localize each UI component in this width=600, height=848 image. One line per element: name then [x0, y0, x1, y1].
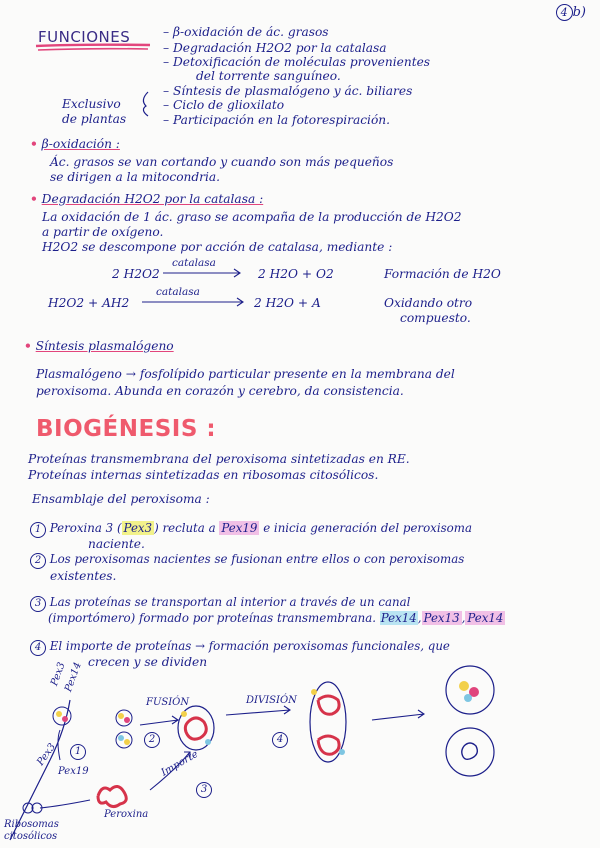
funcion-item-1: – β-oxidación de ác. grasos	[163, 25, 329, 39]
pex19-highlight: Pex19	[221, 521, 258, 535]
step-3-text-b: (importómero) formado por proteínas transmembrana.	[48, 611, 376, 625]
biogenesis-intro-1: Proteínas transmembrana del peroxisoma sintetizadas en RE.	[28, 452, 410, 466]
step-4-text-a: El importe de proteínas → formación peroxisomas funcionales, que	[49, 639, 450, 653]
plasmalogeno-line-2: peroxisoma. Abunda en corazón y cerebro, da consistencia.	[36, 384, 404, 398]
fusion-arrow	[140, 716, 178, 725]
budding-vesicle	[53, 707, 71, 725]
step-3-number: 3	[30, 596, 46, 612]
step-2-line-2: existentes.	[50, 569, 117, 583]
step-2-number: 2	[30, 553, 46, 569]
daughter-peroxisome-1	[446, 666, 494, 714]
funcion-item-2: – Degradación H2O2 por la catalasa	[163, 41, 387, 55]
eq2-enzyme: catalasa	[156, 286, 200, 298]
eq2-note-2: compuesto.	[400, 311, 471, 325]
label-pex14: Pex14	[63, 660, 84, 694]
biogenesis-heading: BIOGÉNESIS :	[36, 416, 217, 442]
funcion-item-6: – Participación en la fotorespiración.	[163, 113, 391, 127]
step-4-number: 4	[30, 640, 46, 656]
diagram-num-1: 1	[70, 744, 86, 760]
ensamblaje-title: Ensamblaje del peroxisoma :	[32, 492, 210, 506]
dividing-peroxisome	[310, 682, 346, 762]
diagram-num-4: 4	[272, 732, 288, 748]
pex13-highlight: Pex13	[423, 611, 460, 625]
funcion-item-3: – Detoxificación de moléculas provenientes	[163, 55, 431, 69]
step-1-text-c: e inicia generación del peroxisoma	[263, 521, 472, 535]
step-1-text-a: Peroxina 3 (	[49, 521, 122, 535]
beta-ox-line-1: Ác. grasos se van cortando y cuando son más pequeños	[50, 155, 394, 169]
label-ribosomas-1: Ribosomas	[4, 819, 59, 830]
brace-label-plantas: de plantas	[62, 112, 127, 126]
beta-ox-line-2: se dirigen a la mitocondria.	[50, 170, 221, 184]
catalasa-title-text: Degradación H2O2 por la catalasa :	[41, 192, 264, 206]
page-number-suffix: b)	[572, 5, 586, 20]
bullet-icon: •	[30, 192, 38, 206]
division-arrow	[226, 706, 290, 715]
diagram-num-3: 3	[196, 782, 212, 798]
step-1-line-2: naciente.	[88, 537, 145, 551]
pex14-highlight: Pex14	[380, 611, 417, 625]
nascent-peroxisome-2	[116, 732, 132, 748]
funciones-heading: FUNCIONES	[38, 28, 131, 46]
eq2-right: 2 H2O + A	[254, 296, 321, 310]
ribosome-arrow	[40, 800, 90, 808]
step-2-text-a: Los peroxisomas nacientes se fusionan entre ellos o con peroxisomas	[49, 552, 465, 566]
bullet-icon: •	[30, 137, 38, 151]
eq1-right: 2 H2O + O2	[258, 267, 334, 281]
step-1-text-b: ) recluta a	[154, 521, 216, 535]
label-pex3: Pex3	[35, 741, 59, 768]
plasmalogeno-title-text: Síntesis plasmalógeno	[35, 339, 174, 353]
peroxina-protein	[98, 786, 126, 806]
catalasa-line-1: La oxidación de 1 ác. graso se acompaña de la producción de H2O2	[42, 210, 462, 224]
label-pex3-top: Pex3	[49, 660, 68, 688]
funcion-item-5: – Ciclo de glioxilato	[163, 98, 285, 112]
step-4-line-2: crecen y se dividen	[88, 655, 208, 669]
step-3-text-a: Las proteínas se transportan al interior a través de un canal	[49, 595, 411, 609]
label-pex19: Pex19	[58, 766, 89, 777]
funcion-item-4: – Síntesis de plasmalógeno y ác. biliares	[163, 84, 413, 98]
eq2-note-1: Oxidando otro	[384, 296, 473, 310]
result-arrow	[372, 710, 424, 720]
pex3-highlight: Pex3	[123, 521, 153, 535]
biogenesis-intro-2: Proteínas internas sintetizadas en ribosomas citosólicos.	[28, 468, 379, 482]
catalasa-line-3: H2O2 se descompone por acción de catalasa, mediante :	[42, 240, 393, 254]
label-division: DIVISIÓN	[246, 695, 297, 706]
label-ribosomas-2: citosólicos	[4, 831, 58, 842]
label-peroxina: Peroxina	[104, 809, 149, 820]
catalasa-line-2: a partir de oxígeno.	[42, 225, 164, 239]
bullet-icon: •	[24, 339, 32, 353]
step-1-number: 1	[30, 522, 46, 538]
funcion-item-3-cont: del torrente sanguíneo.	[196, 69, 341, 83]
plasmalogeno-line-1: Plasmalógeno → fosfolípido particular presente en la membrana del	[36, 367, 455, 381]
brace-label-exclusivo: Exclusivo	[62, 97, 121, 111]
eq1-left: 2 H2O2	[112, 267, 160, 281]
eq1-note: Formación de H2O	[384, 267, 501, 281]
daughter-peroxisome-2	[446, 728, 494, 776]
beta-ox-title-text: β-oxidación :	[41, 137, 120, 151]
fused-peroxisome	[178, 706, 214, 750]
diagram-num-2: 2	[144, 732, 160, 748]
pex19-arrow	[58, 730, 60, 760]
eq2-left: H2O2 + AH2	[48, 296, 130, 310]
label-importe: Importe	[159, 748, 201, 779]
page-number-circle: 4	[556, 4, 573, 21]
step-3-line-2: (importómero) formado por proteínas transmembrana. Pex14, Pex13 , Pex14	[48, 611, 504, 625]
nascent-peroxisome-1	[116, 710, 132, 726]
eq1-enzyme: catalasa	[172, 257, 216, 269]
label-fusion: FUSIÓN	[146, 697, 190, 708]
pex14b-highlight: Pex14	[467, 611, 504, 625]
